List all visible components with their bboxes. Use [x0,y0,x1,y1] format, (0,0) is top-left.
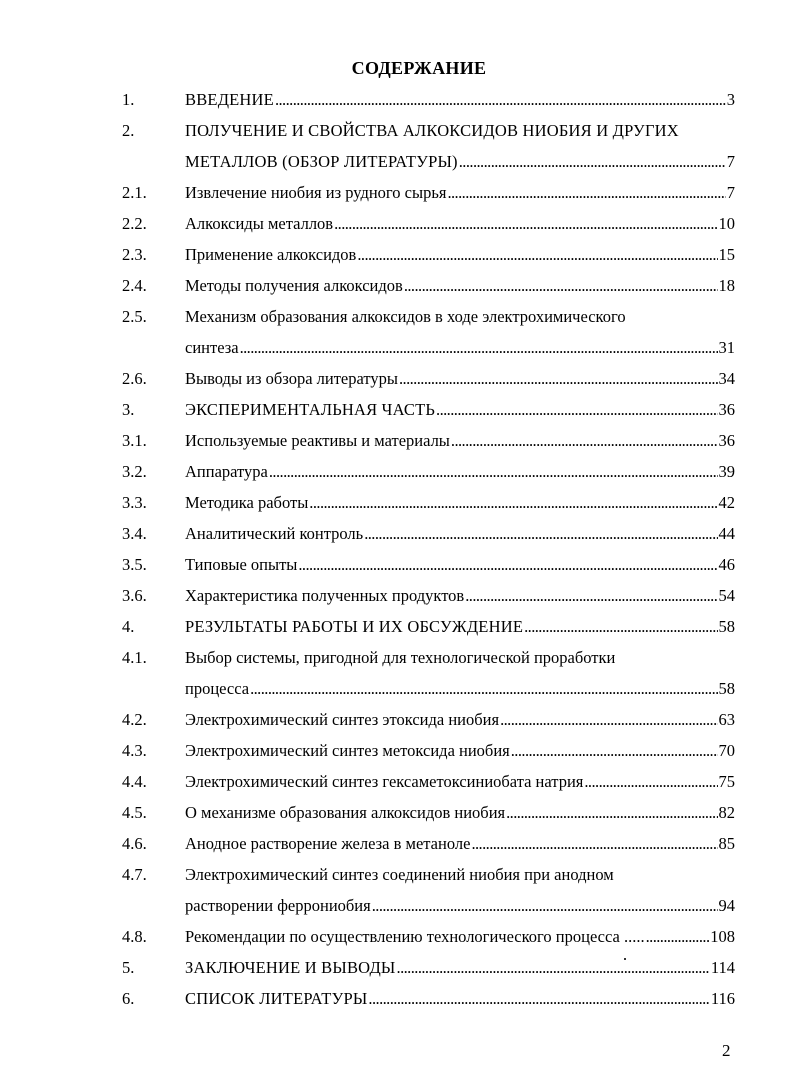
toc-entry-line [185,152,735,172]
toc-entry-title: ЗАКЛЮЧЕНИЕ И ВЫВОДЫ [185,958,396,977]
toc-entry-line [185,493,735,513]
toc-entry-row [0,798,795,829]
toc-entry-title: Выбор системы, пригодной для технологической проработки [185,648,616,667]
toc-entry-page: 70 [718,741,735,760]
dot-leader [459,152,726,172]
toc-entry-number: 4.6. [122,834,147,853]
toc-entry-page: 39 [718,462,735,481]
dot-leader [397,958,710,978]
toc-entry-title: Аппаратура [185,462,268,481]
toc-entry-number: 1. [122,90,135,109]
dot-leader [357,245,717,265]
toc-entry-row [0,116,795,147]
toc-entry-number: 4.7. [122,865,147,884]
toc-entry-row [0,395,795,426]
toc-entry-number: 3.1. [122,431,147,450]
dot-leader [524,617,717,637]
toc-entry-number: 3.5. [122,555,147,574]
dot-leader [364,524,717,544]
toc-title: СОДЕРЖАНИЕ [351,58,487,78]
toc-entry-page: 58 [718,679,735,698]
toc-entry-row [0,736,795,767]
toc-entry-number: 2.2. [122,214,147,233]
toc-entry-number: 4. [122,617,135,636]
toc-entry-title: О механизме образования алкоксидов ниобия [185,803,506,822]
toc-entry-row [0,891,795,922]
toc-entry-row [0,333,795,364]
toc-entry-title: Электрохимический синтез соединений ниобия при анодном [185,865,614,884]
dot-leader [275,90,726,110]
dot-leader [372,896,718,916]
toc-entry-row [0,984,795,1015]
toc-entry-number: 4.1. [122,648,147,667]
toc-entry-number: 3.2. [122,462,147,481]
toc-entry-title: Методика работы [185,493,309,512]
toc-entry-line [185,710,735,730]
toc-entry-title: Электрохимический синтез этоксида ниобия [185,710,500,729]
toc-entry-row [0,612,795,643]
toc-entry-title: СПИСОК ЛИТЕРАТУРЫ [185,989,368,1008]
toc-entry-line [185,462,735,482]
toc-entry-row [0,147,795,178]
toc-entry-number: 4.3. [122,741,147,760]
toc-entry-number: 4.4. [122,772,147,791]
toc-entry-line [185,245,735,265]
toc-entry-row [0,209,795,240]
toc-entry-page: 46 [718,555,735,574]
toc-entry-page: 54 [718,586,735,605]
dot-leader [646,927,710,947]
dot-leader [309,493,717,513]
toc-entry-title: Используемые реактивы и материалы [185,431,450,450]
toc-entry-row [0,85,795,116]
dot-leader [250,679,717,699]
toc-entry-line [185,865,735,885]
scan-speck [624,958,626,960]
toc-entry-page: 36 [718,400,735,419]
toc-entry-page: 114 [710,958,735,977]
toc-entry-line [185,741,735,761]
toc-entry-title: растворении феррониобия [185,896,371,915]
toc-entry-line [185,338,735,358]
toc-entry-title: РЕЗУЛЬТАТЫ РАБОТЫ И ИХ ОБСУЖДЕНИЕ [185,617,524,636]
toc-entry-row [0,364,795,395]
dot-leader [506,803,717,823]
toc-entry-line [185,989,735,1009]
toc-entry-title: Типовые опыты [185,555,298,574]
toc-entry-line [185,431,735,451]
toc-entry-number: 6. [122,989,135,1008]
dot-leader [269,462,718,482]
toc-entry-line [185,276,735,296]
toc-entry-row [0,271,795,302]
toc-entry-row [0,705,795,736]
toc-entry-page: 108 [710,927,735,946]
dot-leader [447,183,725,203]
toc-entry-title: ПОЛУЧЕНИЕ И СВОЙСТВА АЛКОКСИДОВ НИОБИЯ И ДРУГИХ [185,121,679,140]
dot-leader [471,834,717,854]
toc-entry-page: 31 [718,338,735,357]
toc-entry-row [0,302,795,333]
toc-entry-line [185,617,735,637]
toc-entry-page: 7 [726,152,735,171]
toc-entry-title: синтеза [185,338,239,357]
toc-entry-page: 58 [718,617,735,636]
dot-leader [511,741,718,761]
toc-entry-page: 34 [718,369,735,388]
toc-entry-title: Анодное растворение железа в метаноле [185,834,471,853]
toc-entry-page: 10 [718,214,735,233]
toc-entry-number: 3.6. [122,586,147,605]
toc-entry-number: 3.4. [122,524,147,543]
toc-entry-row [0,829,795,860]
dot-leader [584,772,717,792]
toc-entry-page: 3 [726,90,735,109]
dot-leader [399,369,718,389]
toc-entry-line [185,121,735,141]
dot-leader [240,338,718,358]
dot-leader [465,586,717,606]
toc-entry-page: 15 [718,245,735,264]
dot-leader [500,710,717,730]
toc-entry-row [0,240,795,271]
dot-leader [298,555,717,575]
toc-entry-row [0,178,795,209]
toc-entry-row [0,860,795,891]
toc-entry-title: Электрохимический синтез гексаметоксиниобата натрия [185,772,584,791]
toc-entry-line [185,555,735,575]
toc-entry-number: 3. [122,400,135,419]
toc-entry-page: 7 [726,183,735,202]
toc-entry-number: 2.3. [122,245,147,264]
toc-entry-number: 3.3. [122,493,147,512]
toc-entry-page: 44 [718,524,735,543]
toc-entry-page: 85 [718,834,735,853]
toc-entry-line [185,927,735,947]
toc-entry-title: МЕТАЛЛОВ (ОБЗОР ЛИТЕРАТУРЫ) [185,152,458,171]
toc-entry-title: Электрохимический синтез метоксида ниобия [185,741,510,760]
toc-entry-page: 18 [718,276,735,295]
toc-entry-line [185,896,735,916]
toc-entry-line [185,400,735,420]
toc-entry-line [185,586,735,606]
toc-entry-line [185,307,735,327]
toc-entry-row [0,674,795,705]
toc-entry-page: 82 [718,803,735,822]
toc-entry-title: ЭКСПЕРИМЕНТАЛЬНАЯ ЧАСТЬ [185,400,436,419]
toc-entry-page: 63 [718,710,735,729]
toc-entry-title: Алкоксиды металлов [185,214,334,233]
toc-entry-number: 2.1. [122,183,147,202]
toc-entry-row [0,519,795,550]
toc-entry-title: ВВЕДЕНИЕ [185,90,274,109]
toc-entry-line [185,679,735,699]
toc-entry-number: 4.8. [122,927,147,946]
toc-entry-row [0,457,795,488]
toc-entry-row [0,550,795,581]
toc-entry-title: Применение алкоксидов [185,245,357,264]
toc-entry-number: 2.6. [122,369,147,388]
toc-entry-title: Характеристика полученных продуктов [185,586,465,605]
toc-entry-line [185,958,735,978]
toc-entry-page: 75 [718,772,735,791]
toc-entry-title: Рекомендации по осуществлению технологического процесса ..... [185,927,645,946]
dot-leader [404,276,718,296]
toc-entry-row [0,953,795,984]
dot-leader [334,214,717,234]
toc-entry-row [0,488,795,519]
toc-entry-number: 2.4. [122,276,147,295]
toc-entry-title: Методы получения алкоксидов [185,276,403,295]
toc-entry-page: 36 [718,431,735,450]
table-of-contents [0,85,795,1015]
toc-entry-line [185,648,735,668]
toc-entry-page: 116 [710,989,735,1008]
toc-entry-line [185,834,735,854]
toc-entry-row [0,581,795,612]
toc-entry-line [185,369,735,389]
toc-entry-line [185,90,735,110]
toc-entry-title: Выводы из обзора литературы [185,369,398,388]
toc-entry-title: Механизм образования алкоксидов в ходе электрохимического [185,307,626,326]
toc-entry-line [185,803,735,823]
toc-entry-row [0,767,795,798]
toc-entry-title: Аналитический контроль [185,524,364,543]
toc-entry-number: 5. [122,958,135,977]
toc-entry-number: 4.2. [122,710,147,729]
dot-leader [368,989,709,1009]
toc-entry-line [185,524,735,544]
toc-entry-page: 94 [718,896,735,915]
toc-entry-number: 2. [122,121,135,140]
toc-entry-number: 4.5. [122,803,147,822]
toc-entry-row [0,922,795,953]
page-number: 2 [722,1041,731,1060]
toc-entry-row [0,426,795,457]
dot-leader [451,431,718,451]
toc-entry-title: Извлечение ниобия из рудного сырья [185,183,447,202]
toc-entry-title: процесса [185,679,250,698]
toc-entry-line [185,214,735,234]
toc-entry-number: 2.5. [122,307,147,326]
toc-entry-line [185,183,735,203]
toc-entry-page: 42 [718,493,735,512]
dot-leader [436,400,717,420]
toc-entry-row [0,643,795,674]
toc-entry-line [185,772,735,792]
